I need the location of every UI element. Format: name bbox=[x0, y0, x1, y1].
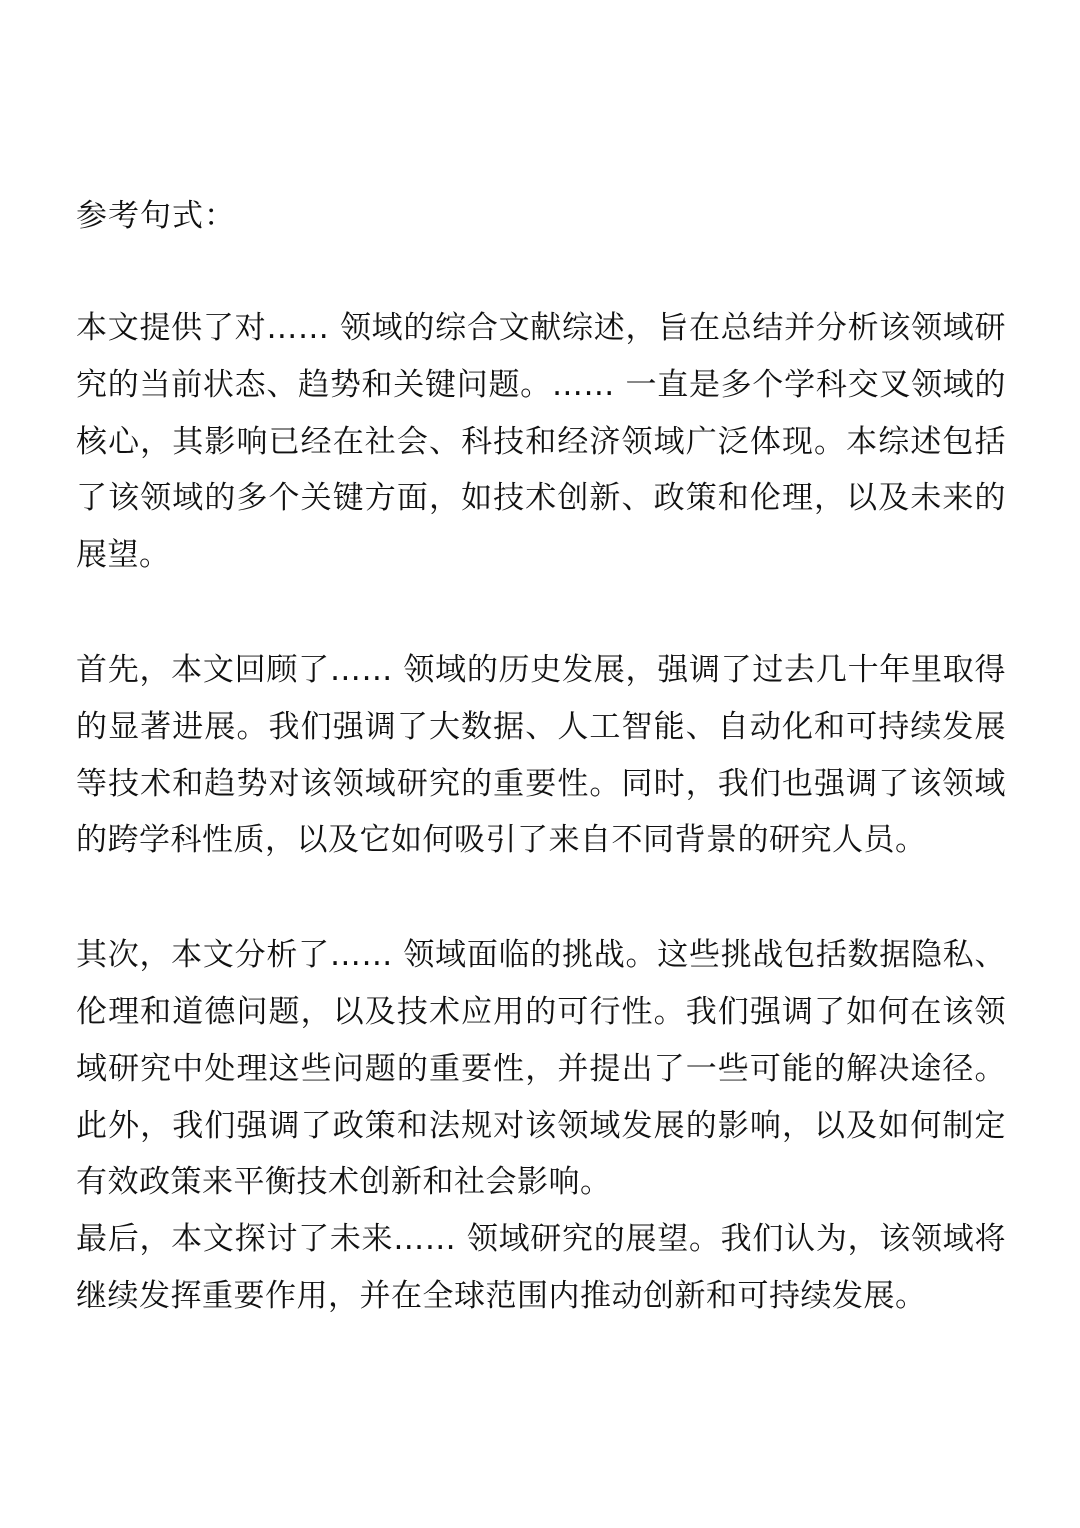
paragraph-challenges: 其次，本文分析了…… 领域面临的挑战。这些挑战包括数据隐私、伦理和道德问题，以及技术应用的可行性。我们强调了如何在该领域研究中处理这些问题的重要性，并提出了一些可能的解决途径。此外，我们强调了政策和法规对该领域发展的影响，以及如何制定有效政策来平衡技术创新和社会影响。 bbox=[76, 937, 1006, 1201]
paragraph-history: 首先，本文回顾了…… 领域的历史发展，强调了过去几十年里取得的显著进展。我们强调了大数据、人工智能、自动化和可持续发展等技术和趋势对该领域研究的重要性。同时，我们也强调了该领域的跨学科性质，以及它如何吸引了来自不同背景的研究人员。 bbox=[76, 651, 1006, 859]
paragraph-outlook: 最后，本文探讨了未来…… 领域研究的展望。我们认为，该领域将继续发挥重要作用，并在全球范围内推动创新和可持续发展。 bbox=[76, 1221, 1006, 1314]
document-body bbox=[76, 190, 1006, 1325]
paragraph-intro: 本文提供了对…… 领域的综合文献综述，旨在总结并分析该领域研究的当前状态、趋势和关键问题。…… 一直是多个学科交叉领域的核心，其影响已经在社会、科技和经济领域广泛体现。本综述包括了该领域的多个关键方面，如技术创新、政策和伦理，以及未来的展望。 bbox=[76, 310, 1006, 574]
paragraph-spacer bbox=[76, 869, 1006, 927]
paragraph-spacer bbox=[76, 584, 1006, 642]
section-heading: 参考句式： bbox=[76, 198, 236, 234]
